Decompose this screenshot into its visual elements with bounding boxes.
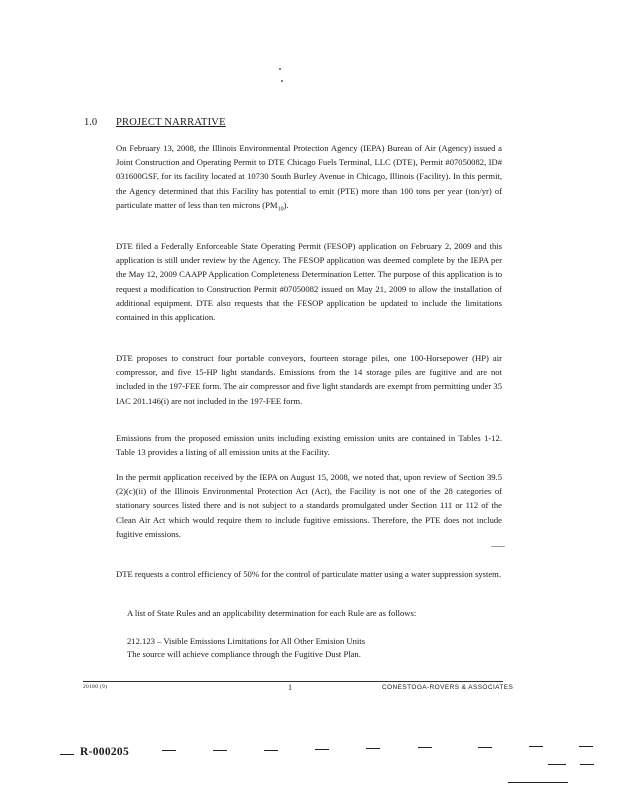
margin-dash <box>580 764 594 765</box>
paragraph-proposal: DTE proposes to construct four portable conveyors, fourteen storage piles, one 100-Horsepower (HP) air compressor, and five 15-HP light standards. Emissions from the 14 storage piles are fugitive and are not included in the 197-FEE form. The air compressor and five light standards are exempt from permitting under 35 IAC 201.146(i) are not included in the 197-FEE form. <box>116 353 502 406</box>
footer-rule <box>83 681 503 682</box>
paragraph-permit-history: On February 13, 2008, the Illinois Environmental Protection Agency (IEPA) Bureau of Air (Agency) issued a Joint Construction and Operating Permit to DTE Chicago Fuels Terminal, LLC (DTE), Permit #07050082, ID# 031600GSF, for its facility located at 10730 South Burley Avenue in Chicago, Illinois (Facility). In this permit, the Agency determined that this Facility has potential to emit (PTE) more than 100 tons per year (ton/yr) of particulate matter of less than ten microns $(PM_{10})$. <box>116 143 502 213</box>
paragraph-fesop: DTE filed a Federally Enforceable State Operating Permit (FESOP) application on February 2, 2009 and this application is still under review by the Agency. The FESOP application was deemed complete by the IEPA per the May 12, 2009 CAAPP Application Completeness Determination Letter. The purpose of this application is to request a modification to Construction Permit #07050082 issued on May 21, 2009 to allow the installation of additional equipment. DTE also requests that the FESOP application be updated to include the limitations contained in this application. <box>116 241 502 323</box>
paragraph-emissions: Emissions from the proposed emission units including existing emission units are contained in Tables 1-12. Table 13 provides a listing of all emission units at the Facility. <box>116 433 502 458</box>
paragraph-permit-application: In the permit application received by the IEPA on August 15, 2008, we noted that, upon review of Section 39.5 (2)(c)(ii) of the Illinois Environmental Protection Act (Act), the Facility is not one of the 28 categories of stationary sources listed there and is not subject to a standards promulgated under Section 111 or 112 of the Clean Air Act which would require them to include fugitive emissions. Therefore, the PTE does not include fugitive emissions. <box>116 472 502 539</box>
scan-speck <box>491 546 505 547</box>
scan-speck <box>279 68 281 70</box>
scan-speck <box>281 80 283 82</box>
margin-dash <box>508 782 568 783</box>
footer-company: CONESTOGA-ROVERS & ASSOCIATES <box>382 684 514 691</box>
margin-dash <box>478 747 492 748</box>
footer-page-number: 1 <box>288 683 292 692</box>
margin-dash <box>529 746 543 747</box>
margin-dash <box>548 764 566 765</box>
rule-text: The source will achieve compliance through the Fugitive Dust Plan. <box>127 649 361 659</box>
margin-dash <box>162 750 176 751</box>
footer-doc-number: 20180 (9) <box>83 684 108 690</box>
margin-dash <box>366 748 380 749</box>
paragraph-control-efficiency: DTE requests a control efficiency of 50% for the control of particulate matter using a water suppression system. <box>116 569 502 579</box>
section-number: 1.0 <box>84 117 98 128</box>
paragraph-state-rules: A list of State Rules and an applicability determination for each Rule are as follows: <box>127 608 417 618</box>
section-title: PROJECT NARRATIVE <box>116 117 226 128</box>
rule-title: 212.123 – Visible Emissions Limitations for All Other Emision Units <box>127 636 366 646</box>
margin-dash <box>315 749 329 750</box>
bates-number: R-000205 <box>80 746 130 758</box>
margin-dash <box>579 746 593 747</box>
bates-dash <box>60 754 74 755</box>
margin-dash <box>213 750 227 751</box>
margin-dash <box>418 747 432 748</box>
margin-dash <box>264 750 278 751</box>
